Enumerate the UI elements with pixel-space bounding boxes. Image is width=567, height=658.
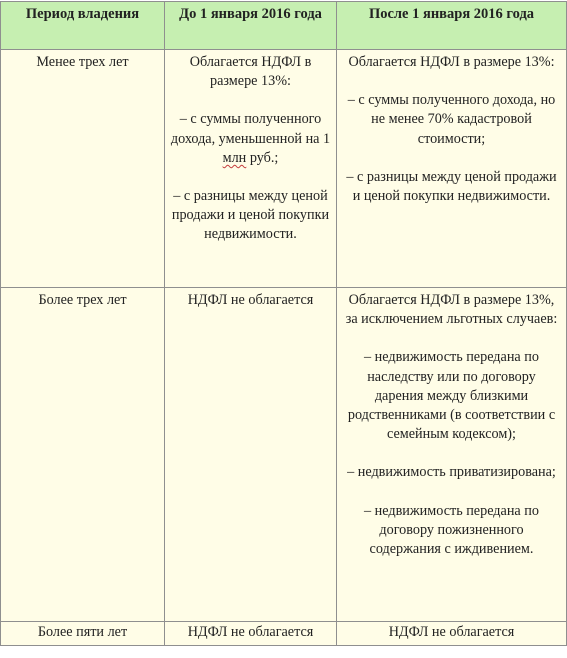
cell-intro: Облагается НДФЛ в размере 13%:	[348, 54, 555, 70]
cell-after-2016: НДФЛ не облагается	[337, 622, 567, 646]
header-period: Период владения	[1, 2, 165, 50]
paragraph-gap	[342, 72, 561, 91]
cell-before-2016: НДФЛ не облагается	[165, 622, 337, 646]
cell-intro: Облагается НДФЛ в размере 13%:	[189, 54, 312, 90]
cell-item: – с разницы между ценой продажи и ценой покупки недвижимости.	[346, 168, 557, 205]
cell-before-2016: НДФЛ не облагается	[165, 288, 337, 622]
cell-item: – с разницы между ценой продажи и ценой покупки недвижимости.	[171, 188, 330, 243]
cell-item	[170, 110, 331, 168]
header-row	[1, 2, 567, 50]
cell-period: Менее трех лет	[1, 50, 165, 288]
cell-item: – недвижимость передана по наследству или по договору дарения между близкими родственниками (в соответствии с семейным кодексом);	[347, 349, 556, 443]
paragraph-gap	[342, 483, 561, 502]
cell-item: – недвижимость передана по договору пожизненного содержания с иждивением.	[364, 502, 539, 558]
tax-table	[0, 1, 567, 646]
header-before-2016: До 1 января 2016 года	[165, 2, 337, 50]
table-row	[1, 50, 567, 288]
table-row	[1, 622, 567, 646]
cell-after-2016	[337, 50, 567, 288]
paragraph-gap	[342, 444, 561, 463]
spellcheck-word: млн	[222, 149, 247, 166]
cell-period: Более трех лет	[1, 288, 165, 622]
cell-period: Более пяти лет	[1, 622, 165, 646]
paragraph-gap	[170, 168, 331, 187]
cell-before-2016	[165, 50, 337, 288]
cell-intro: Облагается НДФЛ в размере 13%, за исключением льготных случаев:	[345, 292, 558, 328]
paragraph-gap	[342, 329, 561, 348]
table-row	[1, 288, 567, 622]
cell-item-text: – с суммы полученного дохода, уменьшенной на 1	[170, 111, 331, 147]
cell-after-2016	[337, 288, 567, 622]
paragraph-gap	[342, 149, 561, 168]
paragraph-gap	[170, 91, 331, 110]
header-after-2016: После 1 января 2016 года	[337, 2, 567, 50]
cell-item-text: руб.;	[246, 149, 279, 166]
cell-item: – с суммы полученного дохода, но не менее 70% кадастровой стоимости;	[347, 92, 556, 147]
cell-item: – недвижимость приватизирована;	[347, 464, 556, 481]
